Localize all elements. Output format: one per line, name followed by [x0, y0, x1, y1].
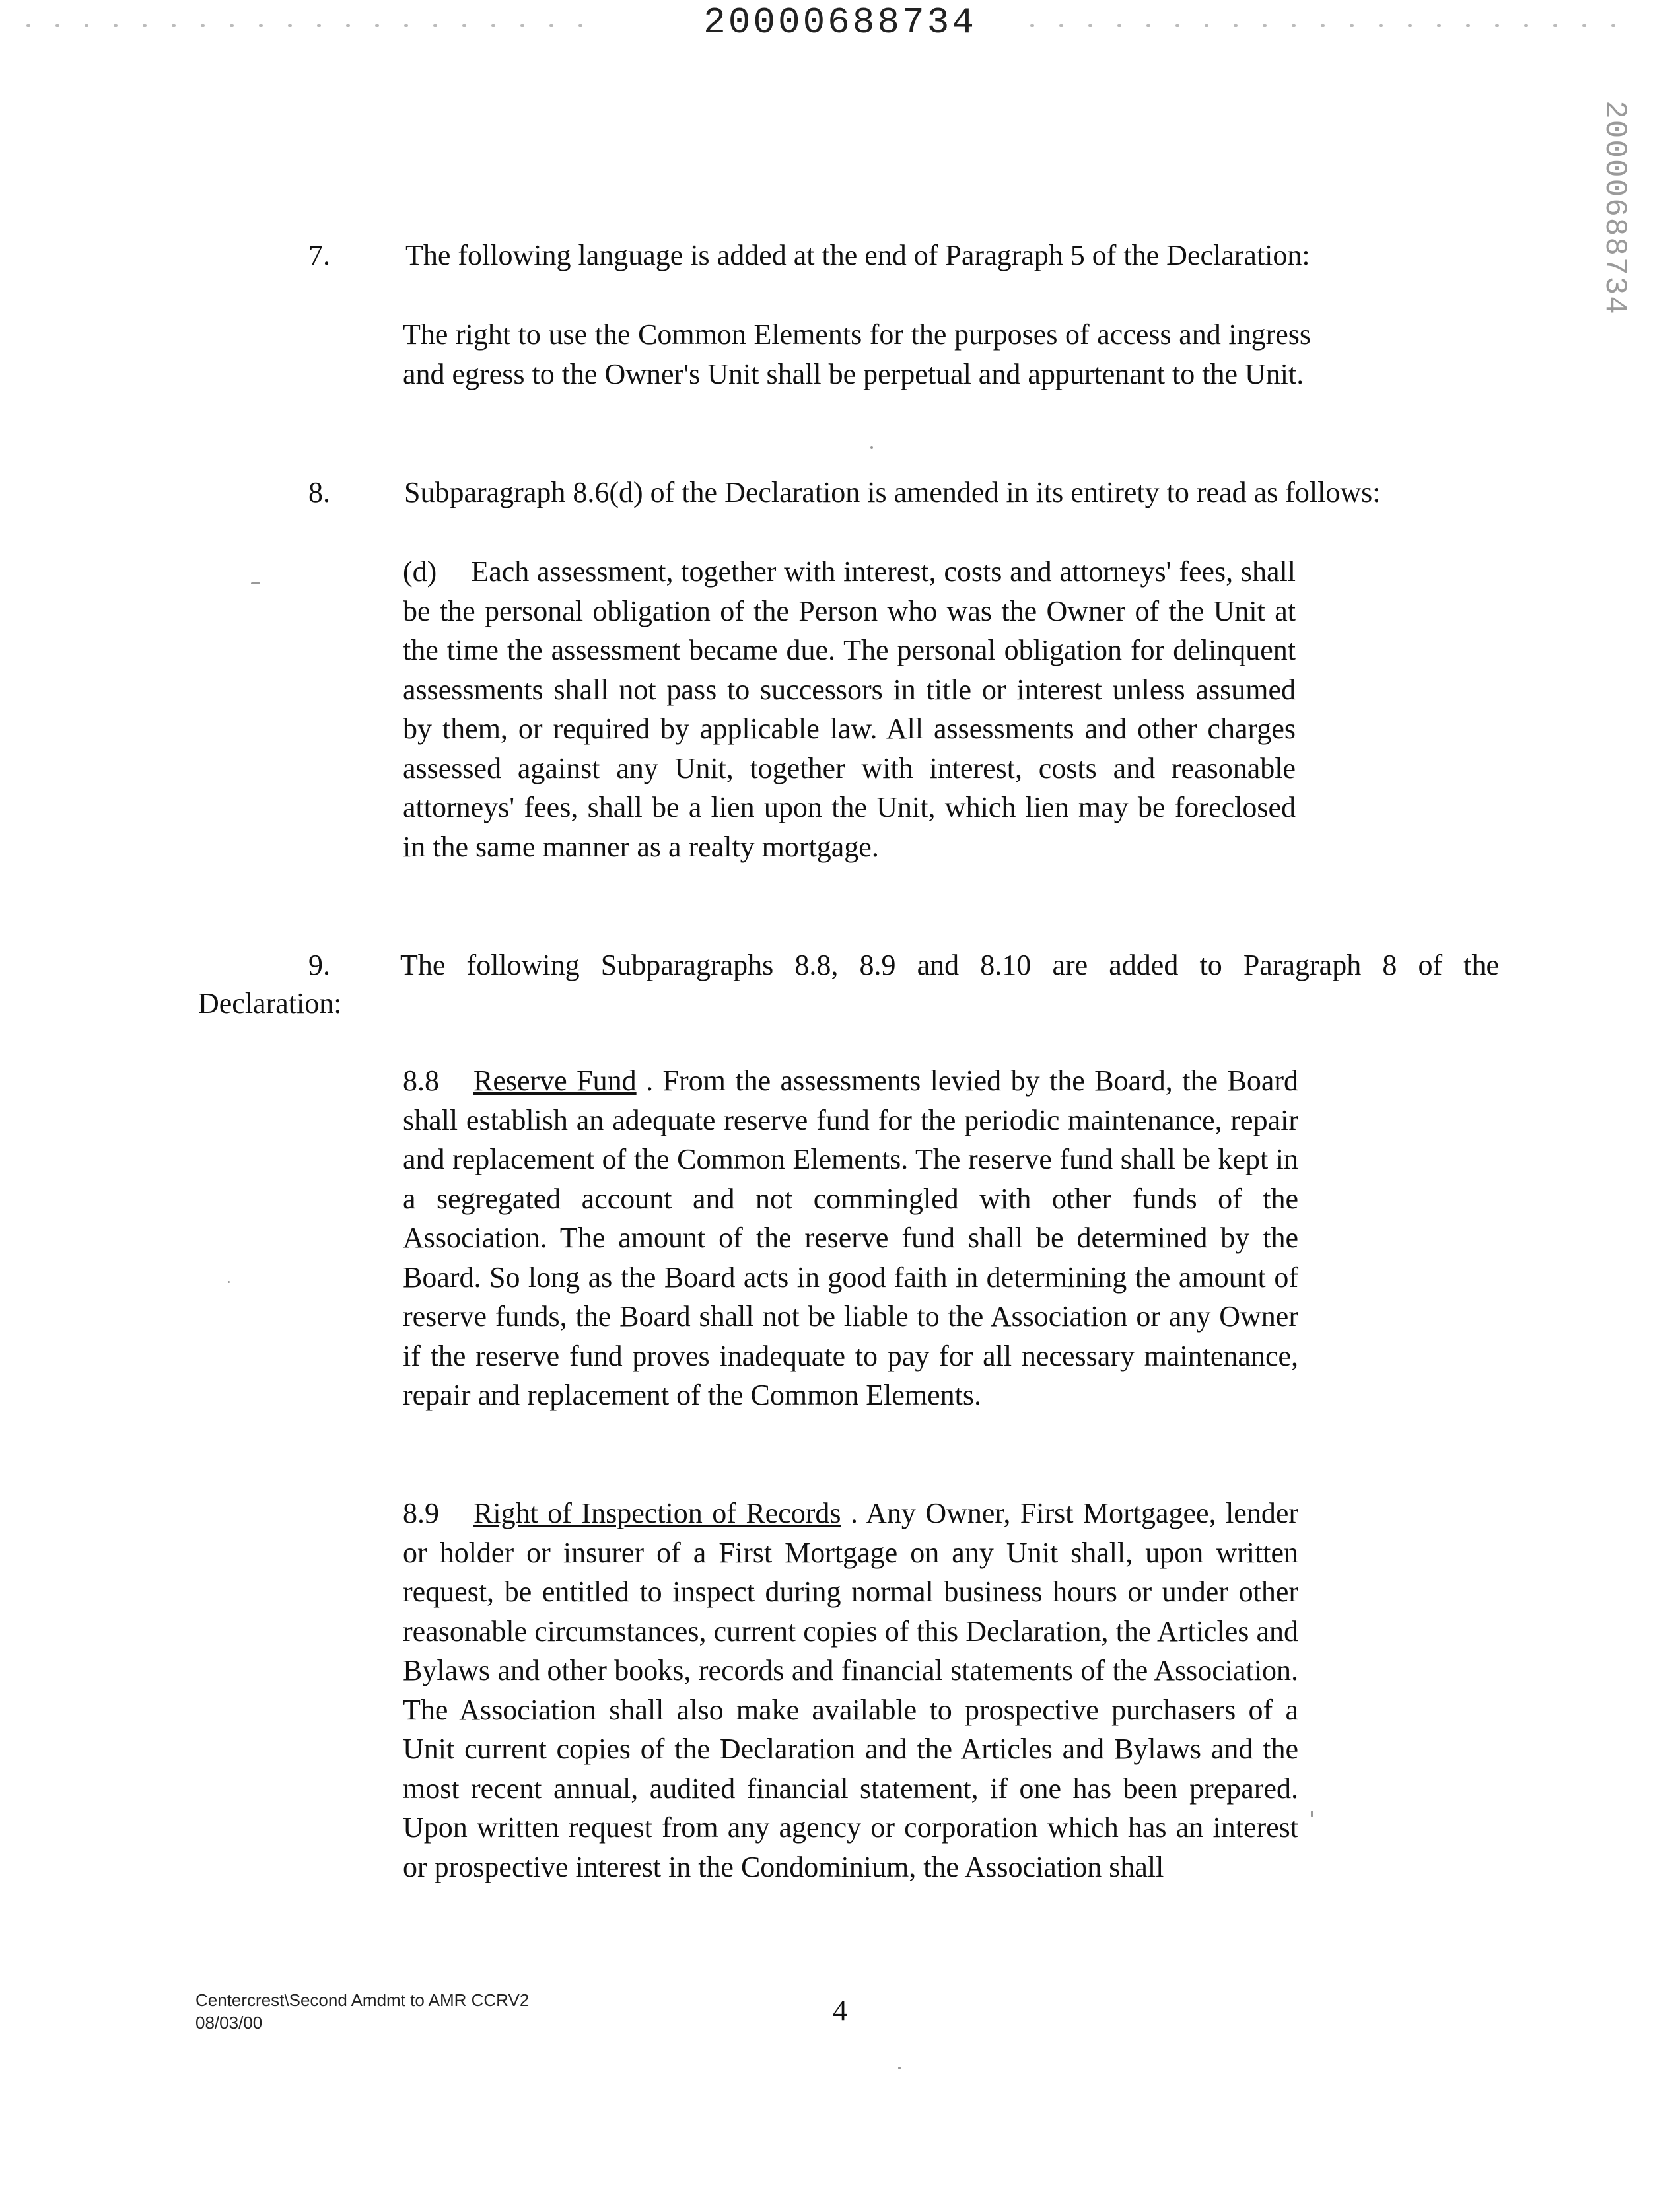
quoted-paragraph: The right to use the Common Elements for the purposes of access and ingress and egress to the Owner's Unit shall be perpetual and appurtenant to the Unit.	[403, 318, 1311, 390]
item-number: 8.	[308, 476, 330, 508]
item-number: 7.	[308, 239, 330, 271]
quoted-paragraph	[403, 552, 1296, 866]
scan-speck	[251, 582, 260, 584]
scan-speck	[1311, 1811, 1313, 1817]
item-text: The following Subparagraphs 8.8, 8.9 and 8.10 are added to Paragraph 8 of the	[400, 949, 1499, 981]
footer-file-path: Centercrest\Second Amdmt to AMR CCRV2	[195, 1990, 530, 2010]
page-number: 4	[833, 1994, 847, 2027]
item-text-continued: Declaration:	[198, 987, 342, 1020]
side-stamp-text: 20000688734	[1597, 100, 1632, 316]
scan-speck	[870, 446, 873, 449]
scan-noise	[1030, 18, 1664, 34]
scan-speck	[228, 1281, 230, 1283]
subparagraph-label: (d)	[403, 555, 437, 588]
footer-date: 08/03/00	[195, 2013, 263, 2032]
item-number: 9.	[308, 949, 330, 981]
subparagraph-8-9	[403, 1494, 1298, 1887]
subparagraph-heading: Right of Inspection of Records	[473, 1497, 841, 1529]
scan-speck	[898, 2067, 901, 2069]
subparagraph-body: . Any Owner, First Mortgagee, lender or holder or insurer of a First Mortgage on any Unit shall, upon written request, be entitled to inspect during normal business hours or under other reasonable circumstances, current copies of this Declaration, the Articles and Bylaws and other books, records and financial statements of the Association. The Association shall also make available to prospective purchasers of a Unit current copies of the Declaration and the Articles and Bylaws and the most recent annual, audited financial statement, if one has been prepared. Upon written request from any agency or corporation which has an interest or prospective interest in the Condominium, the Association shall	[403, 1497, 1299, 1883]
item-text: The following language is added at the end of Paragraph 5 of the Declaration:	[405, 239, 1310, 271]
subparagraph-body: . From the assessments levied by the Board, the Board shall establish an adequate reserve fund for the periodic maintenance, repair and replacement of the Common Elements. The reserve fund shall be kept in a segregated account and not commingled with other funds of the Association. The amount of the reserve fund shall be determined by the Board. So long as the Board acts in good faith in determining the amount of reserve funds, the Board shall not be liable to the Association or any Owner if the reserve fund proves inadequate to pay for all necessary maintenance, repair and replacement of the Common Elements.	[403, 1064, 1298, 1411]
subparagraph-number: 8.9	[403, 1497, 439, 1529]
subparagraph-body: Each assessment, together with interest, costs and attorneys' fees, shall be the personal obligation of the Person who was the Owner of the Unit at the time the assessment became due. The personal obligation for delinquent assessments shall not pass to successors in title or interest unless assumed by them, or required by applicable law. All assessments and other charges assessed against any Unit, together with interest, costs and reasonable attorneys' fees, shall be a lien upon the Unit, which lien may be foreclosed in the same manner as a realty mortgage.	[403, 555, 1296, 863]
subparagraph-8-8	[403, 1061, 1298, 1415]
item-text: Subparagraph 8.6(d) of the Declaration is amended in its entirety to read as follows:	[404, 476, 1381, 508]
side-stamp	[1578, 99, 1651, 317]
subparagraph-heading: Reserve Fund	[473, 1064, 637, 1097]
document-number: 20000688734	[703, 1, 977, 44]
subparagraph-number: 8.8	[403, 1064, 439, 1097]
